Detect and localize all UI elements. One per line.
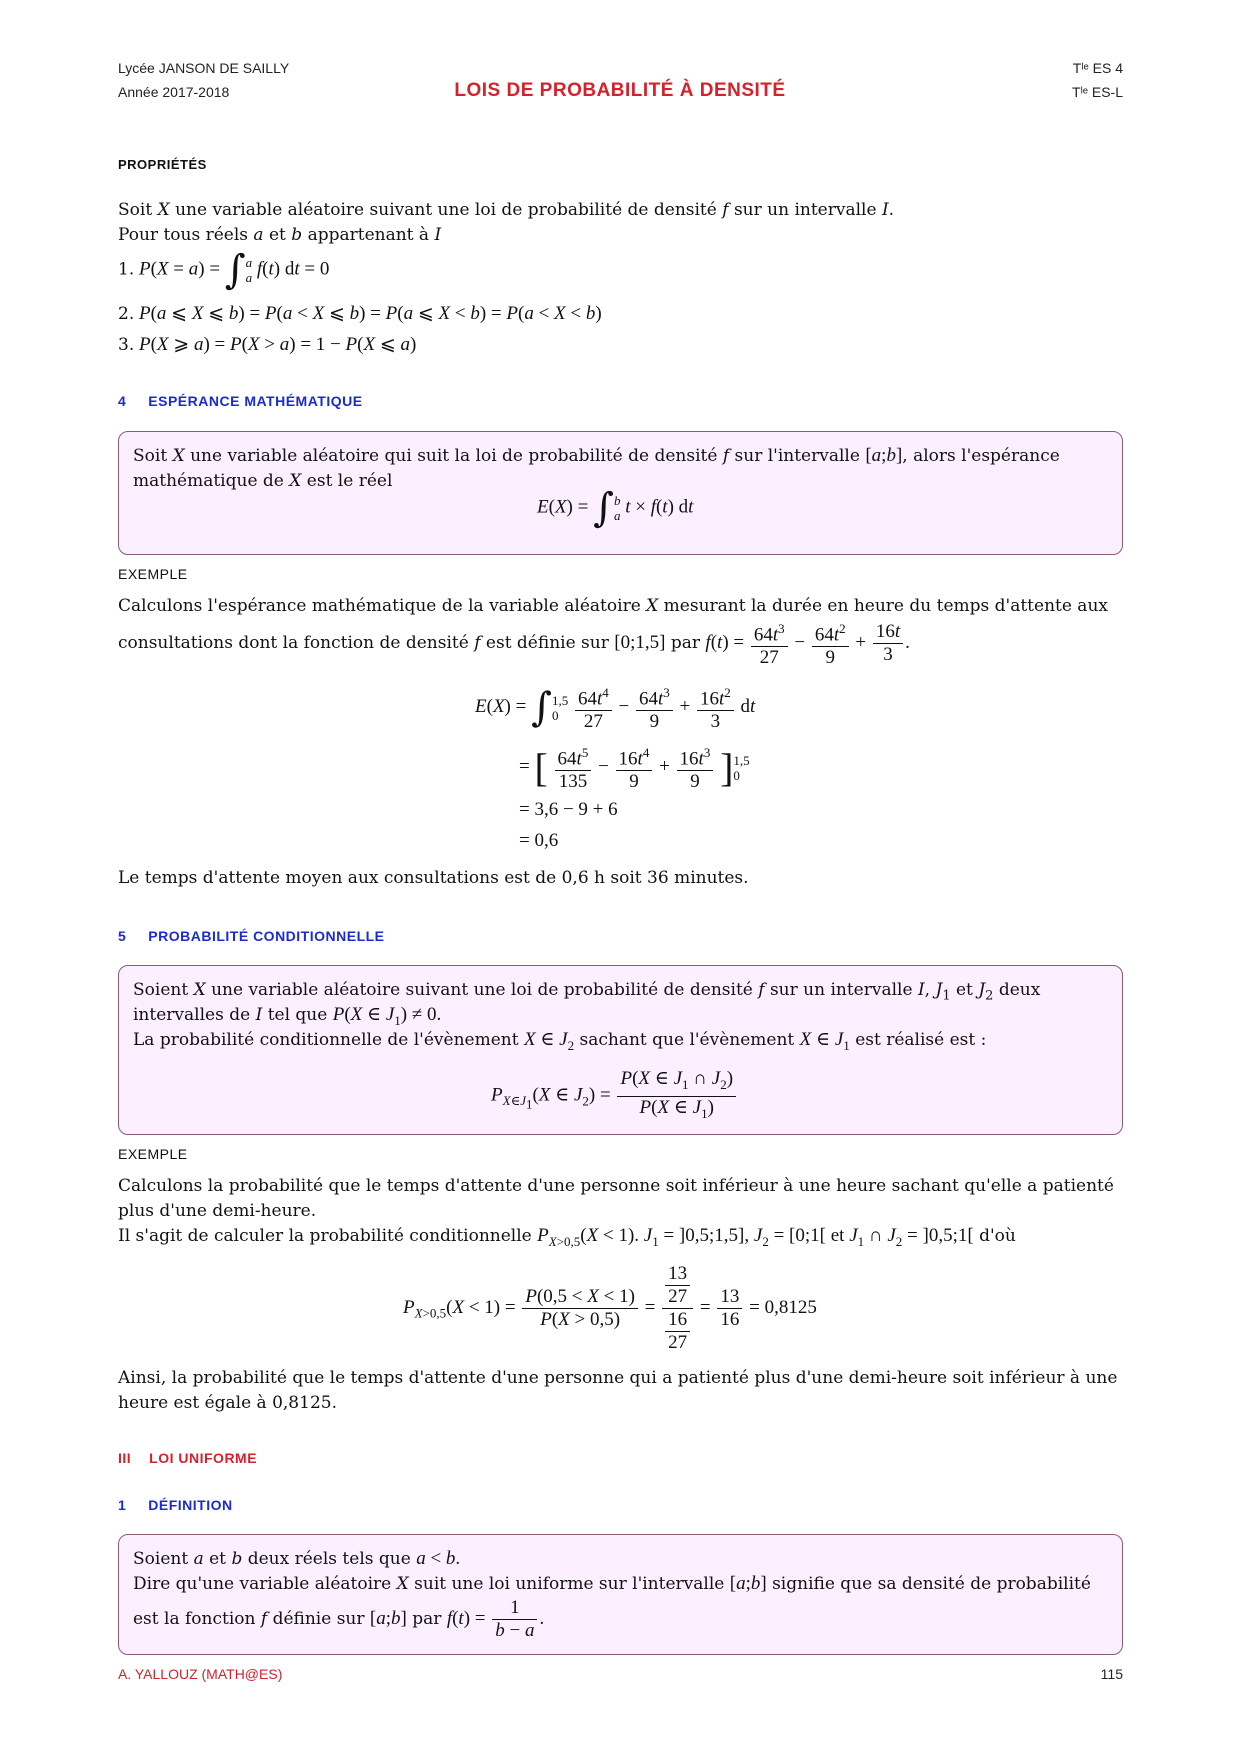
proprietes-line-2: Pour tous réels a et b appartenant à I xyxy=(118,225,442,245)
proprietes-heading: PROPRIÉTÉS xyxy=(118,157,207,172)
property-2: 2. P(a ⩽ X ⩽ b) = P(a < X ⩽ b) = P(a ⩽ X < b) = P(a < X < b) xyxy=(118,303,602,324)
esperance-conclusion: Le temps d'attente moyen aux consultations est de 0,6 h soit 36 minutes. xyxy=(118,868,749,888)
conditionnelle-example-text-3: Il s'agit de calculer la probabilité conditionnelle $P_{X>0,5}(X < 1)$. $J_1$ = ]0,5;1,5], $J_2$ = [0;1[ et $J_1$ ∩ $J_2$ = ]0,5;1[ d'où xyxy=(118,1225,1016,1249)
school-year: Année 2017-2018 xyxy=(118,84,230,100)
page-title: LOIS DE PROBABILITÉ À DENSITÉ xyxy=(454,80,786,101)
class-label-2: Tˡᵉ ES-L xyxy=(1072,84,1123,100)
esperance-calc-line-4: = 0,6 xyxy=(519,830,559,851)
esperance-example-text-1: Calculons l'espérance mathématique de la variable aléatoire X mesurant la durée en heure du temps d'attente aux xyxy=(118,596,1108,616)
uniforme-text-1: Soient a et b deux réels tels que a < b. xyxy=(133,1548,461,1569)
conditionnelle-example-text-1: Calculons la probabilité que le temps d'attente d'une personne soit inférieur à une heure sachant qu'elle a patienté xyxy=(118,1176,1114,1196)
uniforme-text-3: est la fonction f définie sur [a;b] par f(t) = $\frac{1}{b - a}$ . xyxy=(133,1597,545,1641)
esperance-example-label: EXEMPLE xyxy=(118,566,188,582)
conditionnelle-text-1: Soient X une variable aléatoire suivant une loi de probabilité de densité f sur un intervalle I, $J_1$ et $J_2$ deux xyxy=(133,980,1041,1004)
page-number: 115 xyxy=(1100,1666,1123,1682)
conditionnelle-text-2: intervalles de I tel que P(X ∈ $J_1) \ne 0$. xyxy=(133,1004,442,1028)
conditionnelle-conclusion-2: heure est égale à 0,8125. xyxy=(118,1393,337,1413)
esperance-definition-text: Soit X une variable aléatoire qui suit la loi de probabilité de densité f sur l'intervalle [a;b], alors l'espérance xyxy=(133,445,1060,466)
property-1: 1. P(X = a) = ∫ a a f(t) dt = 0 xyxy=(118,247,330,293)
section-iii-heading: III LOI UNIFORME xyxy=(118,1450,258,1466)
conditionnelle-definition-box xyxy=(118,965,1123,1135)
uniforme-definition-box xyxy=(118,1534,1123,1655)
esperance-definition-box xyxy=(118,431,1123,555)
esperance-example-text-2: consultations dont la fonction de densité f est définie sur [0;1,5] par f(t) = $\frac{64t^3}{27}$ − $\frac{64t^2}{9}$ + $\frac{16t}{3}$ . xyxy=(118,618,910,669)
esperance-formula: E(X) = ∫ b a t × f(t) dt xyxy=(537,485,694,531)
section-4-heading: 4 ESPÉRANCE MATHÉMATIQUE xyxy=(118,393,363,409)
conditionnelle-calc: $P_{X>0,5}(X < 1)$ = $\frac{P(0,5 < X < 1)}{P(X > 0,5)}$ = $\frac{\frac{13}{27}}{\frac{16}{27}}$ = $\frac{13}{16}$ = 0,8125 xyxy=(403,1263,817,1353)
section-1-heading: 1 DÉFINITION xyxy=(118,1497,233,1513)
proprietes-line-1: Soit X une variable aléatoire suivant une loi de probabilité de densité f sur un intervalle I. xyxy=(118,200,895,220)
esperance-calc-line-1: E(X) = ∫ 1,5 0 $\frac{64t^4}{27}$ − $\frac{64t^3}{9}$ + $\frac{16t^2}{3}$ dt xyxy=(475,682,755,733)
class-label-1: Tˡᵉ ES 4 xyxy=(1072,60,1123,76)
esperance-calc-line-2: = [ $\frac{64t^5}{135}$ − $\frac{16t^4}{9}$ + $\frac{16t^3}{9}$ ] 1,5 0 xyxy=(519,742,750,793)
uniforme-text-2: Dire qu'une variable aléatoire X suit une loi uniforme sur l'intervalle [a;b] signifie que sa densité de probabilité xyxy=(133,1573,1091,1594)
section-5-heading: 5 PROBABILITÉ CONDITIONNELLE xyxy=(118,928,385,944)
school-name: Lycée JANSON DE SAILLY xyxy=(118,60,290,76)
esperance-definition-text-2: mathématique de X est le réel xyxy=(133,471,393,491)
conditionnelle-example-label: EXEMPLE xyxy=(118,1146,188,1162)
conditionnelle-example-text-2: plus d'une demi-heure. xyxy=(118,1201,317,1221)
footer-author: A. YALLOUZ (MATH@ES) xyxy=(118,1666,283,1682)
conditionnelle-text-3: La probabilité conditionnelle de l'évènement X ∈ $J_2$ sachant que l'évènement X ∈ $J_1$ est réalisé est : xyxy=(133,1029,987,1053)
esperance-calc-line-3: = 3,6 − 9 + 6 xyxy=(519,799,618,820)
conditionnelle-formula: $P_{X\in J_1}(X$ ∈ $J_2$) = $\frac{P(X \in J_1 \cap J_2)}{P(X \in J_1)}$ xyxy=(491,1068,738,1125)
property-3: 3. P(X ⩾ a) = P(X > a) = 1 − P(X ⩽ a) xyxy=(118,334,417,355)
conditionnelle-conclusion-1: Ainsi, la probabilité que le temps d'attente d'une personne qui a patienté plus d'une demi-heure soit inférieur à une xyxy=(118,1368,1118,1388)
